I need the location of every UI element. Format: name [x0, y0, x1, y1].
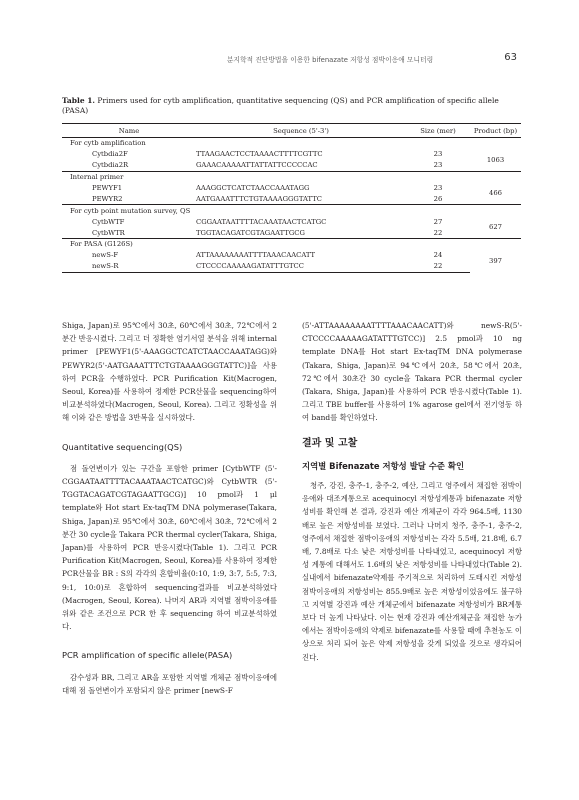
group-title: Internal primer: [62, 171, 521, 182]
primer-size: 27: [433, 217, 443, 226]
table-row: [62, 183, 521, 194]
table-header-row: [62, 124, 521, 138]
primer-size: 23: [433, 161, 443, 170]
running-title: 분지학적 진단방법을 이용한 bifenazate 저항성 점박이응애 모니터링: [226, 56, 434, 64]
table-group-row: [62, 138, 521, 149]
table-label: Table 1.: [62, 96, 96, 105]
table-row: [62, 250, 521, 261]
table-caption: [62, 96, 521, 116]
primer-sequence: CTCCCCAAAAAGATATTTGTCC: [196, 261, 406, 272]
body-paragraph: 감수성과 BR, 그리고 AR을 포함한 지역별 개체군 점박이응애에 대해 점 돌연변이가 포함되지 않은 primer [newS-F: [62, 672, 277, 695]
table-row: [62, 227, 521, 238]
primer-sequence: ATTAAAAAAAATTTTAAACAACATT: [196, 251, 316, 260]
primer-name: PEWYR2: [92, 194, 123, 203]
product-size: 627: [489, 223, 502, 232]
primer-sequence: TGGTACAGATCGTAGAATTGCG: [196, 228, 305, 237]
body-paragraph: Shiga, Japan)로 95℃에서 30초, 60℃에서 30초, 72℃에서 2분간 반응시켰다. 그리고 더 정확한 염기서열 분석을 위해 internal primer [PEWYF1(5'-AAAGGCTCATCTAACCAAATAGG)와 PEWYR2(5'-AATGAAATTTCTGTAAAAGGGTATTC)]을 사용하여 PCR을 수행하였다. PCR Purification Kit(Macrogen, Seoul, Korea)를 사용하여 정제한 PCR산물을 sequencing하여 비교분석하였다(Macrogen, Seoul, Korea). 그리고 정확성을 위해 이와 같은 방법을 3반복을 실시하였다.: [62, 321, 277, 423]
primer-size: 26: [433, 194, 443, 203]
subsection-heading-resistance: 지역별 Bifenazate 저항성 발달 수준 확인: [302, 460, 465, 471]
col-header-sequence: Sequence (5'-3'): [196, 124, 406, 138]
body-paragraph: 청주, 강진, 충주-1, 충주-2, 예산, 그리고 영주에서 채집한 점박이응애와 대조계통으로 acequinocyl 저항성계통과 bifenazate 저항성비를 확인해 본 결과, 강진과 예산 개체군이 각각 964.5배, 1130배로 높은 저항성비를 보였다. 그러나 나머지 청주, 충주-1, 충주-2, 영주에서 채집한 점박이응애의 저항성비는 각각 5.5배, 21.8배, 6.7배, 7.8배로 다소 낮은 저항성비를 나타내었고, acequinocyl 저항성 계통에 대해서도 1.6배의 낮은 저항성비를 나타내었다(Table 2). 실내에서 bifenazate약제를 주기적으로 처리하여 도태시킨 저항성 점박이응애의 저항성비는 855.9배로 높은 저항성이었음에도 불구하고 지역별 강진과 예산 개체군에서 bifenazate 저항성비가 BR계통보다 더 높게 나타났다. 이는 현재 강진과 예산개체군을 채집한 농가에서는 점박이응애의 약제로 bifenazate를 사용할 때에 추천농도 이상으로 처리 되어 높은 약제 저항성을 갖게 되었을 것으로 생각되어진다.: [302, 481, 522, 662]
primer-sequence: CGGAATAATTTTACAAATAACTCATGC: [196, 217, 327, 226]
left-text-column: [62, 319, 277, 697]
primer-size: 22: [433, 228, 443, 237]
primer-name: PEWYF1: [92, 184, 123, 192]
product-size: 466: [489, 189, 502, 198]
col-header-product: Product (bp): [470, 124, 521, 138]
primer-size: 23: [433, 150, 443, 159]
product-size: 397: [489, 257, 502, 266]
body-paragraph: (5'-ATTAAAAAAAATTTTAAACAACATT)와 newS-R(5'-CTCCCCAAAAAGATATTTGTCC)] 2.5 pmol과 10 ng template DNA를 Hot start Ex-taqTM DNA polymerase (Takara, Shiga, Japan)로 94℃에서 20초, 58℃에서 20초, 72℃에서 30초간 30 cycle을 Takara PCR thermal cycler (Takara, Shiga, Japan)를 사용하여 PCR 반응시켰다(Table 1). 그리고 TBE buffer를 사용하여 1% agarose gel에서 전기영동 하여 band를 확인하였다.: [302, 321, 522, 423]
page-number: 63: [504, 52, 517, 63]
table-row: [62, 160, 521, 171]
section-heading-results: 결과 및 고찰: [302, 437, 358, 449]
col-header-size: Size (mer): [406, 124, 470, 138]
primer-table: [62, 123, 521, 273]
primer-name: CytbWTF: [92, 217, 125, 226]
table-row: [62, 149, 521, 160]
table-group-row: [62, 239, 521, 250]
primer-name: Cytbdia2R: [92, 161, 129, 170]
table-row: [62, 261, 521, 272]
group-title: For PASA (G126S): [62, 239, 521, 250]
primer-name: CytbWTR: [92, 228, 125, 237]
group-title: For cytb point mutation survey, QS: [62, 205, 521, 216]
table-group-row: [62, 205, 521, 216]
group-title: For cytb amplification: [70, 139, 146, 148]
primer-sequence: AAAGGCTCATCTAACCAAATAGG: [196, 184, 310, 192]
right-text-column: [302, 319, 522, 664]
product-size: 1063: [486, 155, 505, 164]
primer-size: 24: [433, 251, 443, 260]
primer-table-block: [62, 96, 521, 273]
primer-size: 23: [433, 184, 443, 192]
primer-name: newS-R: [62, 261, 196, 272]
section-heading-qs: Quantitative sequencing(QS): [62, 441, 183, 452]
table-row: [62, 193, 521, 204]
table-caption-text: Primers used for cytb amplification, quantitative sequencing (QS) and PCR amplification of specific allele (PASA): [62, 96, 499, 115]
table-row: [62, 216, 521, 227]
primer-sequence: TTAAGAACTCCTAAAACTTTTCGTTC: [196, 150, 323, 159]
primer-size: 22: [406, 261, 470, 272]
table-group-row: [62, 171, 521, 182]
body-paragraph: 점 돌연변이가 있는 구간을 포함한 primer [CytbWTF (5'-CGGAATAATTTTACAAATAACTCATGC)와 CytbWTR (5'-TGGTACAGATCGTAGAATTGCG)] 10 pmol과 1 μl template와 Hot start Ex-taqTM DNA polymerase(Takara, Shiga, Japan)로 95℃에서 30초, 60℃에서 30초, 72℃에서 2분간 30 cycle을 Takara PCR thermal cycler(Takara, Shiga, Japan)를 사용하여 PCR 반응시켰다(Table 1). 그리고 PCR Purification Kit(Macrogen, Seoul, Korea)를 사용하여 정제한 PCR산물을 BR : S의 각각의 혼합비율(0:10, 1:9, 3:7, 5:5, 7:3, 9:1, 10:0)로 혼합하여 sequencing결과를 비교분석하였다(Macrogen, Seoul, Korea). 나머지 AR과 지역별 점박이응애를 위와 같은 조건으로 PCR 한 후 sequencing 하여 비교분석하였다.: [62, 463, 277, 632]
section-heading-pasa: PCR amplification of specific allele(PASA): [62, 650, 233, 661]
primer-sequence: GAAACAAAAATTATTATTCCCCCAC: [196, 161, 318, 170]
primer-sequence: AATGAAATTTCTGTAAAAGGGTATTC: [196, 194, 322, 203]
primer-name: Cytbdia2F: [92, 150, 128, 159]
primer-name: newS-F: [92, 251, 119, 260]
page-header: [0, 54, 579, 68]
col-header-name: Name: [62, 124, 196, 138]
